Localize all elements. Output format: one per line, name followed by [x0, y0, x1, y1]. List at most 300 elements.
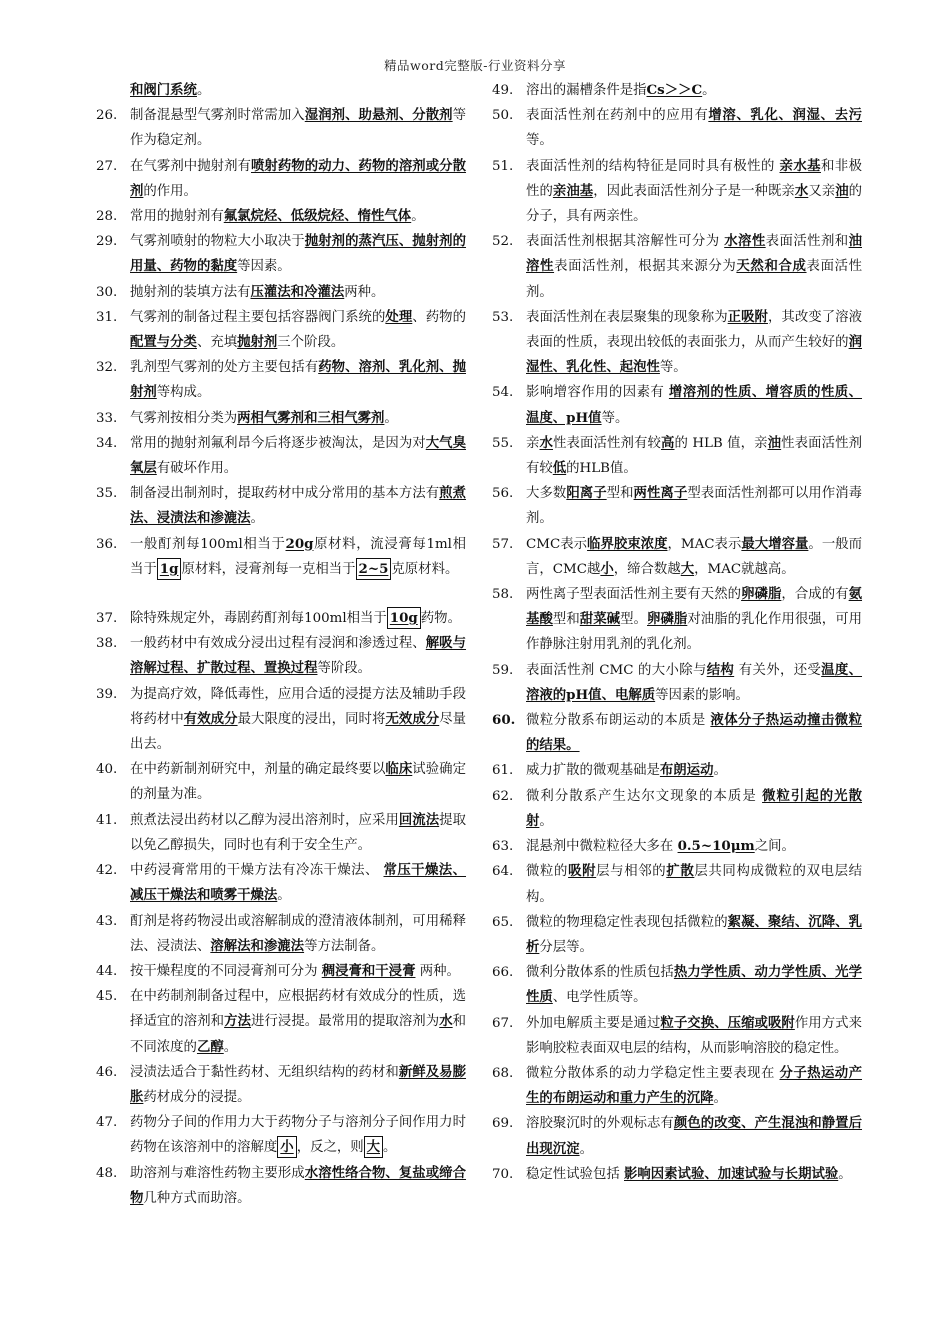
prompt-text: 亲: [526, 435, 540, 451]
prompt-text: 对油脂的乳化作用很强，可用作静脉注射用乳剂的乳化剂。: [526, 612, 863, 653]
prompt-text: 作用方式来影响胶粒表面双电层的结构，从而影响溶胶的稳定性。: [526, 1015, 863, 1056]
prompt-text: 气雾剂按相分类为: [130, 410, 238, 426]
answer-text: 临床: [385, 761, 413, 778]
question-text: [130, 280, 466, 305]
answer-text: 热力学性质、动力学性质、光学性质: [526, 964, 863, 1006]
question-text: [130, 757, 466, 807]
prompt-text: 表面活性剂 CMC 的大小除与: [526, 662, 707, 678]
question-number: 48.: [96, 1165, 118, 1181]
prompt-text: 的 HLB 值，亲: [674, 435, 768, 451]
question-item: [492, 78, 862, 103]
question-number: [96, 78, 130, 103]
answer-text: 抛射剂的蒸汽压、抛射剂的用量、药物的黏度: [130, 233, 467, 275]
answer-text: 湿润剂、助悬剂、分散剂: [304, 107, 453, 124]
prompt-text: 药物。: [420, 611, 461, 627]
question-text: [130, 481, 466, 531]
question-item: [96, 355, 466, 405]
prompt-text: 。: [579, 1141, 593, 1157]
prompt-text: 表面活性剂根据其溶解性可分为: [526, 234, 725, 250]
question-text: [526, 784, 862, 834]
question-number: 67.: [492, 1015, 514, 1031]
prompt-text: CMC表示: [526, 536, 588, 552]
prompt-text: 、药物的: [412, 309, 467, 325]
prompt-text: 。: [411, 209, 425, 225]
prompt-text: 常用的抛射剂氟利昂今后将逐步被淘汰，是因为对: [130, 435, 426, 451]
question-number: 70.: [492, 1166, 514, 1182]
question-number: 58.: [492, 587, 514, 603]
prompt-text: 分层等。: [539, 939, 593, 955]
answer-text: 油: [835, 182, 849, 199]
question-number: 26.: [96, 108, 118, 124]
question-text: [526, 960, 862, 1010]
question-text: [526, 431, 862, 481]
prompt-text: 表面活性剂，根据其来源分为: [554, 259, 737, 275]
question-item: [96, 204, 466, 229]
prompt-text: 表面活性剂在表层聚集的现象称为: [526, 309, 728, 325]
prompt-text: 等作为稳定剂。: [130, 108, 467, 149]
question-text: [526, 532, 862, 582]
answer-text: 水溶性络合物、复盐或缔合物: [130, 1164, 467, 1206]
prompt-text: 等因素。: [237, 259, 291, 275]
question-item: [96, 78, 466, 103]
answer-text: 水: [794, 182, 809, 199]
question-text: [526, 1111, 862, 1161]
prompt-text: 层与相邻的: [596, 864, 667, 880]
answer-text: 氟氯烷烃、低级烷烃、惰性气体: [223, 208, 412, 225]
question-item: [492, 582, 862, 658]
question-number: 55.: [492, 435, 514, 451]
question-text: [130, 1110, 466, 1160]
prompt-text: 。: [223, 1039, 238, 1055]
question-text: [526, 658, 862, 708]
prompt-text: 在中药制剂制备过程中，应根据药材有效成分的性质，选择适宜的溶剂和: [130, 989, 466, 1030]
prompt-text: 浸渍法适合于黏性药材、无组织结构的药材和: [130, 1064, 399, 1080]
prompt-text: 两性离子型表面活性剂主要有天然的: [526, 587, 742, 603]
question-item: [96, 1110, 466, 1160]
question-text: [130, 406, 466, 431]
question-item: [96, 431, 466, 481]
question-number: 43.: [96, 913, 118, 929]
answer-text: 氨基酸: [526, 586, 863, 628]
question-item: [96, 305, 466, 355]
prompt-text: 两种。: [344, 284, 385, 300]
question-text: [130, 631, 466, 681]
prompt-text: 和不同浓度的: [130, 1014, 467, 1055]
answer-text: 水溶性: [724, 233, 766, 250]
question-text: [130, 229, 466, 279]
question-text: [526, 758, 862, 783]
answer-text: 增溶、乳化、润湿、去污: [708, 107, 862, 124]
answer-text: 微粒引起的光散射: [526, 787, 862, 829]
question-number: 63.: [492, 839, 514, 855]
question-text: [526, 910, 862, 960]
prompt-text: 乳剂型气雾剂的处方主要包括有: [130, 360, 319, 376]
question-item: [96, 532, 466, 582]
answer-text: 小: [600, 560, 614, 577]
question-number: 49.: [492, 83, 514, 98]
question-item: [492, 708, 862, 758]
prompt-text: 试验确定的剂量为准。: [130, 762, 467, 803]
question-item: [492, 481, 862, 531]
prompt-text: 常用的抛射剂有: [130, 209, 224, 225]
question-item: [96, 229, 466, 279]
question-item: [492, 859, 862, 909]
answer-text: 煎煮法、浸渍法和渗漉法: [130, 485, 467, 527]
question-number: 41.: [96, 812, 118, 828]
prompt-text: ，因此表面活性剂分子是一种既亲: [593, 183, 795, 199]
answer-text: 影响因素试验、加速试验与长期试验: [624, 1165, 839, 1182]
question-item: [492, 229, 862, 305]
question-text: [526, 1061, 862, 1111]
answer-text: 方法: [224, 1013, 251, 1030]
question-item: [492, 154, 862, 230]
question-number: 39.: [96, 686, 118, 702]
answer-text: 溶解法和渗漉法: [210, 937, 305, 954]
answer-text: 天然和合成: [736, 258, 807, 275]
prompt-text: ，缔合数越: [613, 561, 681, 577]
answer-text: 喷射药物的动力、药物的溶剂或分散剂: [130, 157, 467, 199]
prompt-text: 按干燥程度的不同浸膏剂可分为: [130, 963, 322, 979]
answer-text: 解吸与溶解过程、扩散过程、置换过程: [130, 635, 467, 677]
question-number: 46.: [96, 1064, 118, 1080]
answer-text: 亲油基: [552, 182, 594, 199]
prompt-text: 几种方式而助溶。: [143, 1190, 251, 1206]
answer-text: 卵磷脂: [647, 611, 688, 628]
prompt-text: ，MAC就越高。: [694, 561, 795, 577]
question-number: 37.: [96, 611, 118, 627]
prompt-text: 和非极性的: [526, 158, 863, 199]
question-item: [492, 380, 862, 430]
prompt-text: 煎煮法浸出药材以乙醇为浸出溶剂时，应采用: [130, 812, 399, 828]
prompt-text: 型和: [606, 486, 634, 502]
prompt-text: 。: [196, 83, 211, 98]
prompt-text: 层共同构成微粒的双电层结构。: [526, 864, 863, 905]
question-item: [492, 103, 862, 153]
answer-text: 10g: [387, 607, 421, 629]
question-number: 28.: [96, 209, 118, 225]
prompt-text: 制备浸出制剂时，提取药材中成分常用的基本方法有: [130, 486, 440, 502]
question-item: [492, 431, 862, 481]
question-text: [526, 154, 862, 230]
prompt-text: 有关外，还受: [734, 662, 822, 678]
prompt-text: 提取以免乙醇损失，同时也有利于安全生产。: [130, 812, 467, 853]
prompt-text: 微利分散系产生达尔文现象的本质是: [526, 788, 763, 804]
question-number: 66.: [492, 965, 514, 981]
prompt-text: 型表面活性剂都可以用作消毒剂。: [526, 486, 863, 527]
prompt-text: 表面活性剂的结构特征是同时具有极性的: [526, 158, 780, 174]
answer-text: 药物、溶剂、乳化剂、抛射剂: [130, 359, 467, 401]
answer-text: 温度、溶液的pH值、电解质: [526, 661, 863, 703]
answer-text: 液体分子热运动撞击微粒的结果。: [526, 712, 863, 754]
question-number: 61.: [492, 763, 514, 779]
question-number: 64.: [492, 864, 514, 880]
question-text: [526, 1162, 862, 1187]
answer-text: 大: [680, 560, 695, 577]
prompt-text: 气雾剂喷射的物粒大小取决于: [130, 234, 305, 250]
answer-text: 常压干燥法、减压干燥法和喷雾干燥法: [130, 862, 467, 904]
question-text: [130, 355, 466, 405]
answer-text: 两性离子: [633, 485, 688, 502]
answer-text: 配置与分类: [130, 334, 197, 351]
question-item: [96, 858, 466, 908]
prompt-text: 性表面活性剂有较: [526, 435, 863, 477]
prompt-text: 在中药新制剂研究中，剂量的确定最终要以: [130, 762, 386, 778]
question-number: 45.: [96, 989, 118, 1005]
answer-text: 临界胶束浓度: [587, 535, 668, 552]
prompt-text: 型和: [552, 612, 580, 628]
answer-text: 油溶性: [526, 233, 862, 275]
question-item: [96, 154, 466, 204]
prompt-text: 表面活性剂在药剂中的应用有: [526, 108, 709, 124]
answer-text: 颜色的改变、产生混浊和静置后出现沉淀: [526, 1115, 863, 1157]
answer-text: 大: [364, 1136, 383, 1158]
question-text: [130, 682, 466, 758]
prompt-text: 。: [539, 813, 553, 829]
question-item: [96, 606, 466, 631]
prompt-text: 又亲: [808, 183, 836, 199]
answer-text: 水: [539, 434, 553, 451]
prompt-text: 进行浸提。最常用的提取溶剂为: [251, 1014, 440, 1030]
prompt-text: 最大限度的浸出，同时将: [237, 711, 386, 727]
prompt-text: 三个阶段。: [277, 335, 345, 351]
question-number: 27.: [96, 158, 118, 174]
prompt-text: 微粒的物理稳定性表现包括微粒的: [526, 914, 728, 930]
prompt-text: 制备混悬型气雾剂时常需加入: [130, 108, 305, 124]
question-number: 53.: [492, 309, 514, 325]
answer-text: 0.5~10μm: [677, 838, 755, 855]
prompt-text: 。: [383, 1140, 397, 1156]
question-number: 65.: [492, 914, 514, 930]
question-text: [130, 204, 466, 229]
question-item: [492, 910, 862, 960]
prompt-text: 药物分子间的作用力大于药物分子与溶剂分子间作用力时药物在该溶剂中的溶解度: [130, 1115, 466, 1156]
answer-text: 扩散: [666, 863, 695, 880]
prompt-text: 。: [713, 763, 727, 779]
question-text: [130, 984, 466, 1060]
question-text: [526, 1011, 862, 1061]
prompt-text: 影响增容作用的因素有: [526, 385, 669, 401]
prompt-text: 为提高疗效，降低毒性，应用合适的浸提方法及辅助手段将药材中: [130, 686, 466, 727]
question-item: [492, 960, 862, 1010]
prompt-text: 的HLB值。: [566, 461, 637, 477]
prompt-text: ，反之，则: [296, 1140, 364, 1156]
question-number: 30.: [96, 284, 118, 300]
question-text: [526, 859, 862, 909]
question-item: [96, 1161, 466, 1211]
question-number: 60.: [492, 712, 516, 729]
answer-text: 和阀门系统: [130, 82, 197, 98]
question-number: 57.: [492, 536, 514, 552]
question-number: 31.: [96, 309, 118, 325]
prompt-text: 。: [277, 888, 291, 904]
prompt-text: 等方法制备。: [304, 938, 385, 954]
question-text: [130, 154, 466, 204]
question-number: 35.: [96, 486, 118, 502]
question-item: [96, 406, 466, 431]
question-number: 50.: [492, 108, 514, 124]
question-number: 68.: [492, 1065, 514, 1081]
question-item: [96, 984, 466, 1060]
prompt-text: 中药浸膏常用的干燥方法有冷冻干燥法、: [130, 863, 384, 879]
question-item: [492, 834, 862, 859]
prompt-text: 酊剂是将药物浸出或溶解制成的澄清液体制剂，可用稀释法、浸渍法、: [130, 913, 466, 954]
answer-text: 压灌法和冷灌法: [250, 283, 345, 300]
prompt-text: 原材料，浸膏剂每一克相当于: [181, 561, 356, 577]
question-item: [492, 532, 862, 582]
answer-text: 新鲜及易膨胀: [130, 1063, 467, 1105]
prompt-text: 两种。: [415, 963, 460, 979]
prompt-text: 。: [384, 410, 398, 426]
question-number: 36.: [96, 536, 118, 552]
prompt-text: 。一般而言，CMC越: [526, 536, 863, 577]
answer-text: 大气臭氧层: [130, 434, 467, 477]
question-number: 33.: [96, 410, 118, 426]
question-item: [96, 103, 466, 153]
answer-text: 小: [277, 1136, 296, 1158]
answer-text: 粒子交换、压缩或吸附: [660, 1014, 795, 1031]
prompt-text: 、电学性质等。: [552, 990, 647, 1006]
question-item: [492, 758, 862, 783]
prompt-text: 外加电解质主要是通过: [526, 1015, 661, 1031]
answer-text: 润湿性、乳化性、起泡性: [526, 334, 862, 376]
answer-text: 1g: [157, 558, 182, 580]
question-text: [130, 959, 466, 984]
answer-text: 卵磷脂: [741, 586, 782, 603]
prompt-text: 微粒分散系布朗运动的本质是: [526, 713, 711, 729]
prompt-text: 等阶段。: [317, 661, 372, 677]
answer-text: Cs＞＞C: [646, 82, 703, 98]
question-item: [492, 305, 862, 381]
question-text: [130, 78, 466, 103]
prompt-text: 等因素的影响。: [655, 687, 749, 703]
question-text: [130, 909, 466, 959]
answer-text: 阳离子: [566, 485, 607, 502]
question-number: 56.: [492, 486, 514, 502]
prompt-text: 性表面活性剂有较: [553, 435, 661, 451]
prompt-text: 原材料，流浸膏每1ml相当于: [130, 536, 466, 577]
prompt-text: 微粒的: [526, 864, 569, 880]
question-text: [130, 305, 466, 355]
prompt-text: 有破坏作用。: [156, 461, 238, 477]
question-item: [492, 784, 862, 834]
prompt-text: 等。: [526, 133, 553, 149]
answer-text: 吸附: [568, 863, 597, 880]
prompt-text: 克原材料。: [391, 561, 459, 577]
question-item: [492, 1111, 862, 1161]
prompt-text: 抛射剂的装填方法有: [130, 284, 251, 300]
prompt-text: 。: [702, 83, 716, 98]
prompt-text: 气雾剂的制备过程主要包括容器阀门系统的: [130, 309, 386, 325]
prompt-text: 微粒分散体系的动力学稳定性主要表现在: [526, 1065, 780, 1081]
prompt-text: 大多数: [526, 486, 567, 502]
prompt-text: 之间。: [754, 839, 795, 855]
answer-text: 有效成分: [183, 710, 238, 727]
question-item: [96, 1060, 466, 1110]
prompt-text: 。: [713, 1091, 727, 1107]
question-number: 34.: [96, 435, 118, 451]
answer-text: 2~5: [356, 558, 392, 580]
question-item: [96, 808, 466, 858]
question-item: [96, 631, 466, 681]
question-item: [492, 1061, 862, 1111]
prompt-text: 微利分散体系的性质包括: [526, 965, 674, 981]
prompt-text: 型。: [620, 612, 647, 628]
prompt-text: 的作用。: [143, 183, 197, 199]
question-text: [130, 858, 466, 908]
answer-text: 低: [552, 460, 567, 477]
prompt-text: 的分子，具有两亲性。: [526, 183, 863, 225]
answer-text: 处理: [385, 308, 413, 325]
question-text: [130, 532, 466, 582]
answer-text: 高: [660, 434, 675, 451]
prompt-text: 等构成。: [156, 385, 211, 401]
question-number: 54.: [492, 385, 514, 401]
question-item: [96, 757, 466, 807]
answer-text: 增溶剂的性质、增容质的性质、温度、pH值: [526, 384, 863, 426]
prompt-text: ，其改变了溶液表面的性质，表现出较低的表面张力，从而产生较好的: [526, 309, 863, 351]
question-item: [96, 682, 466, 758]
prompt-text: 混悬剂中微粒粒径大多在: [526, 839, 678, 855]
question-number: 44.: [96, 963, 118, 979]
prompt-text: ，合成的有: [781, 587, 849, 603]
prompt-text: 尽量出去。: [130, 711, 467, 753]
answer-text: 抛射剂: [237, 334, 278, 351]
answer-text: 结构: [706, 661, 735, 678]
answer-text: 油: [767, 434, 782, 451]
question-text: [526, 834, 862, 859]
answer-text: 20g: [285, 535, 314, 552]
prompt-text: ，MAC表示: [667, 536, 742, 552]
page-header: 精品word完整版-行业资料分享: [384, 58, 566, 73]
question-number: 40.: [96, 762, 118, 778]
prompt-text: 、充填: [196, 335, 238, 351]
question-text: [526, 229, 862, 305]
answer-text: 絮凝、聚结、沉降、乳析: [526, 913, 863, 955]
prompt-text: 。: [250, 511, 264, 527]
question-text: [526, 103, 862, 153]
prompt-text: 在气雾剂中抛射剂有: [130, 158, 251, 174]
question-item: [96, 481, 466, 531]
prompt-text: 稳定性试验包括: [526, 1166, 624, 1182]
answer-text: 亲水基: [779, 157, 821, 174]
question-text: [130, 808, 466, 858]
answer-text: 布朗运动: [659, 762, 714, 779]
prompt-text: 表面活性剂和: [765, 234, 849, 250]
answer-text: 水: [439, 1013, 453, 1030]
answer-text: 稠浸膏和干浸膏: [321, 962, 416, 979]
prompt-text: 助溶剂与难溶性药物主要形成: [130, 1165, 305, 1181]
question-text: [526, 305, 862, 381]
question-number: 29.: [96, 234, 118, 250]
question-text: [130, 606, 466, 631]
prompt-text: 药材成分的浸提。: [143, 1089, 251, 1105]
question-number: 69.: [492, 1116, 514, 1132]
question-number: 52.: [492, 234, 514, 250]
prompt-text: 溶出的漏槽条件是指: [526, 83, 647, 98]
prompt-text: 一般酊剂每100ml相当于: [130, 536, 286, 552]
prompt-text: 等。: [659, 360, 687, 376]
right-column: [492, 78, 862, 1187]
answer-text: 甜菜碱: [579, 611, 621, 628]
question-item: [492, 1011, 862, 1061]
answer-text: 无效成分: [385, 710, 440, 727]
question-number: 62.: [492, 788, 514, 804]
left-column: [96, 78, 466, 1211]
answer-text: 分子热运动产生的布朗运动和重力产生的沉降: [526, 1064, 863, 1107]
prompt-text: 一般药材中有效成分浸出过程有浸润和渗透过程、: [130, 636, 426, 652]
question-number: 32.: [96, 360, 118, 376]
question-text: [526, 582, 862, 658]
